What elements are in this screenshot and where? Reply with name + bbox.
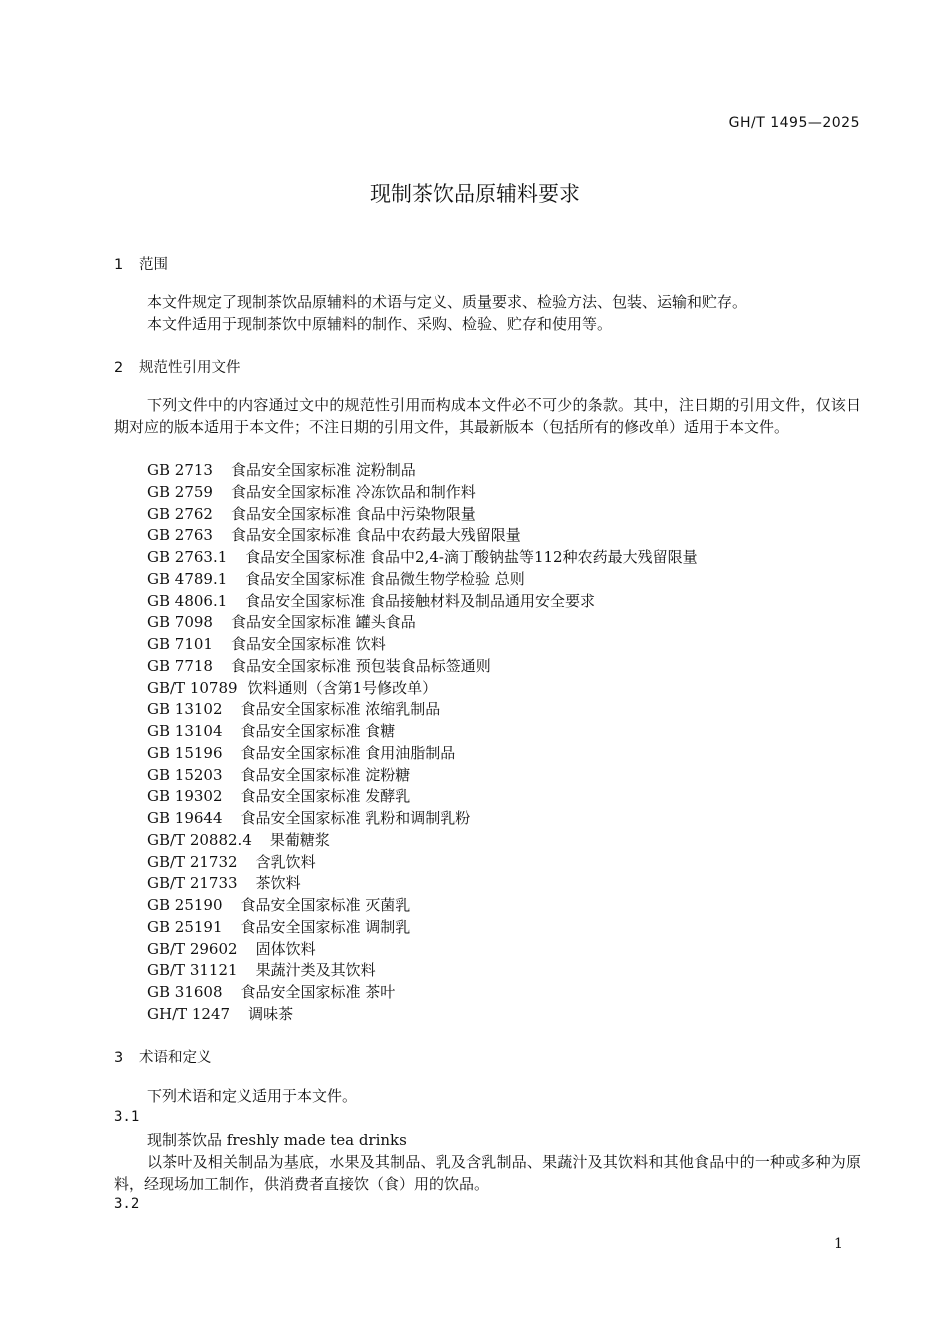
reference-code: GB/T 20882.4 <box>147 830 252 849</box>
reference-code: GB 25191 <box>147 917 223 936</box>
reference-code: GB 7098 <box>147 613 213 632</box>
reference-code: GH/T 1247 <box>147 1004 231 1023</box>
reference-item <box>147 830 698 852</box>
reference-code: GB 4789.1 <box>147 569 228 588</box>
reference-item <box>147 873 698 895</box>
reference-title: 食品安全国家标准 灭菌乳 <box>240 896 411 914</box>
scope-paragraph-1: 本文件规定了现制茶饮品原辅料的术语与定义、质量要求、检验方法、包装、运输和贮存。 <box>147 293 748 311</box>
reference-code: GB/T 31121 <box>147 961 238 980</box>
reference-title: 食品安全国家标准 食用油脂制品 <box>240 743 456 762</box>
reference-code: GB 4806.1 <box>147 591 228 610</box>
reference-item <box>147 525 698 547</box>
reference-item <box>147 852 698 874</box>
reference-item <box>147 960 698 982</box>
reference-title: 固体饮料 <box>255 939 316 958</box>
reference-title: 果葡糖浆 <box>269 830 330 849</box>
reference-code: GB 15196 <box>147 743 223 762</box>
reference-item <box>147 612 698 634</box>
reference-item <box>147 656 698 678</box>
reference-item <box>147 765 698 787</box>
reference-item <box>147 786 698 808</box>
page-number: 1 <box>834 1236 843 1252</box>
reference-code: GB 25190 <box>147 896 223 914</box>
section-1-heading <box>114 253 168 274</box>
reference-code: GB/T 21733 <box>147 874 238 893</box>
reference-title: 食品安全国家标准 调制乳 <box>240 917 411 936</box>
term-definition: 以茶叶及相关制品为基底，水果及其制品、乳及含乳制品、果蔬汁及其饮料和其他食品中的一种或多种为原料，经现场加工制作，供消费者直接饮（食）用的饮品。 <box>114 1153 861 1193</box>
clause-number: 3.1 <box>114 1109 140 1125</box>
reference-item <box>147 460 698 482</box>
reference-item <box>147 721 698 743</box>
reference-code: GB 7718 <box>147 656 213 675</box>
section-title: 规范性引用文件 <box>139 360 241 376</box>
reference-item <box>147 895 698 917</box>
reference-item <box>147 808 698 830</box>
reference-title: 食品安全国家标准 冷冻饮品和制作料 <box>230 482 476 501</box>
reference-title: 含乳饮料 <box>255 852 316 871</box>
reference-item <box>147 547 698 569</box>
term-english: freshly made tea drinks <box>226 1131 407 1149</box>
reference-title: 食品安全国家标准 淀粉糖 <box>240 765 411 784</box>
section-number: 2 <box>114 360 124 376</box>
reference-code: GB 19644 <box>147 809 223 827</box>
reference-code: GB 2763.1 <box>147 548 228 566</box>
scope-paragraph-2: 本文件适用于现制茶饮中原辅料的制作、采购、检验、贮存和使用等。 <box>147 315 613 333</box>
reference-item <box>147 982 698 1004</box>
reference-item <box>147 1004 698 1026</box>
clause-number: 3.2 <box>114 1196 140 1212</box>
reference-code: GB 13102 <box>147 700 223 719</box>
reference-title: 食品安全国家标准 食糖 <box>240 722 396 740</box>
reference-code: GB/T 29602 <box>147 939 238 958</box>
reference-title: 食品安全国家标准 预包装食品标签通则 <box>230 656 491 675</box>
term-entry <box>147 1130 407 1150</box>
section-3-heading <box>114 1046 212 1067</box>
reference-item <box>147 504 698 526</box>
reference-item <box>147 917 698 939</box>
reference-code: GB/T 21732 <box>147 852 238 871</box>
reference-title: 食品安全国家标准 乳粉和调制乳粉 <box>240 809 471 827</box>
section-title: 范围 <box>139 257 168 273</box>
reference-item <box>147 743 698 765</box>
reference-title: 果蔬汁类及其饮料 <box>255 961 376 980</box>
reference-title: 茶饮料 <box>255 874 301 893</box>
reference-item <box>147 678 698 700</box>
standard-code: GH/T 1495—2025 <box>728 115 860 131</box>
reference-item <box>147 569 698 591</box>
section-title: 术语和定义 <box>139 1050 212 1066</box>
reference-list <box>147 460 698 1026</box>
reference-title: 食品安全国家标准 浓缩乳制品 <box>240 700 441 719</box>
section-number: 1 <box>114 257 124 273</box>
document-title: 现制茶饮品原辅料要求 <box>370 182 580 206</box>
reference-item <box>147 634 698 656</box>
normative-refs-intro: 下列文件中的内容通过文中的规范性引用而构成本文件必不可少的条款。其中，注日期的引用文件，仅该日期对应的版本适用于本文件；不注日期的引用文件，其最新版本（包括所有的修改单）适用于本文件。 <box>114 396 861 436</box>
reference-code: GB/T 10789 <box>147 678 238 697</box>
reference-item <box>147 482 698 504</box>
reference-item <box>147 939 698 961</box>
reference-code: GB 31608 <box>147 983 223 1001</box>
reference-title: 食品安全国家标准 淀粉制品 <box>230 461 416 479</box>
reference-title: 调味茶 <box>248 1004 294 1023</box>
section-number: 3 <box>114 1050 124 1066</box>
reference-title: 食品安全国家标准 食品中污染物限量 <box>230 504 476 523</box>
reference-title: 食品安全国家标准 罐头食品 <box>230 613 416 632</box>
section-2-heading <box>114 356 241 377</box>
reference-title: 食品安全国家标准 食品中农药最大残留限量 <box>230 526 521 545</box>
reference-title: 饮料通则（含第1号修改单） <box>247 678 438 697</box>
reference-code: GB 2713 <box>147 461 213 479</box>
reference-code: GB 15203 <box>147 765 223 784</box>
reference-title: 食品安全国家标准 饮料 <box>230 635 386 653</box>
reference-item <box>147 591 698 613</box>
terms-intro: 下列术语和定义适用于本文件。 <box>147 1087 358 1105</box>
reference-code: GB 2762 <box>147 504 213 523</box>
reference-code: GB 19302 <box>147 787 223 806</box>
reference-title: 食品安全国家标准 茶叶 <box>240 983 396 1001</box>
reference-title: 食品安全国家标准 食品微生物学检验 总则 <box>245 569 525 588</box>
reference-title: 食品安全国家标准 食品中2,4-滴丁酸钠盐等112种农药最大残留限量 <box>245 548 698 566</box>
reference-code: GB 7101 <box>147 635 213 653</box>
reference-title: 食品安全国家标准 发酵乳 <box>240 787 411 806</box>
reference-code: GB 2759 <box>147 482 213 501</box>
reference-code: GB 13104 <box>147 722 223 740</box>
reference-title: 食品安全国家标准 食品接触材料及制品通用安全要求 <box>245 591 596 610</box>
term-chinese: 现制茶饮品 <box>147 1131 223 1149</box>
reference-item <box>147 699 698 721</box>
reference-code: GB 2763 <box>147 526 213 545</box>
